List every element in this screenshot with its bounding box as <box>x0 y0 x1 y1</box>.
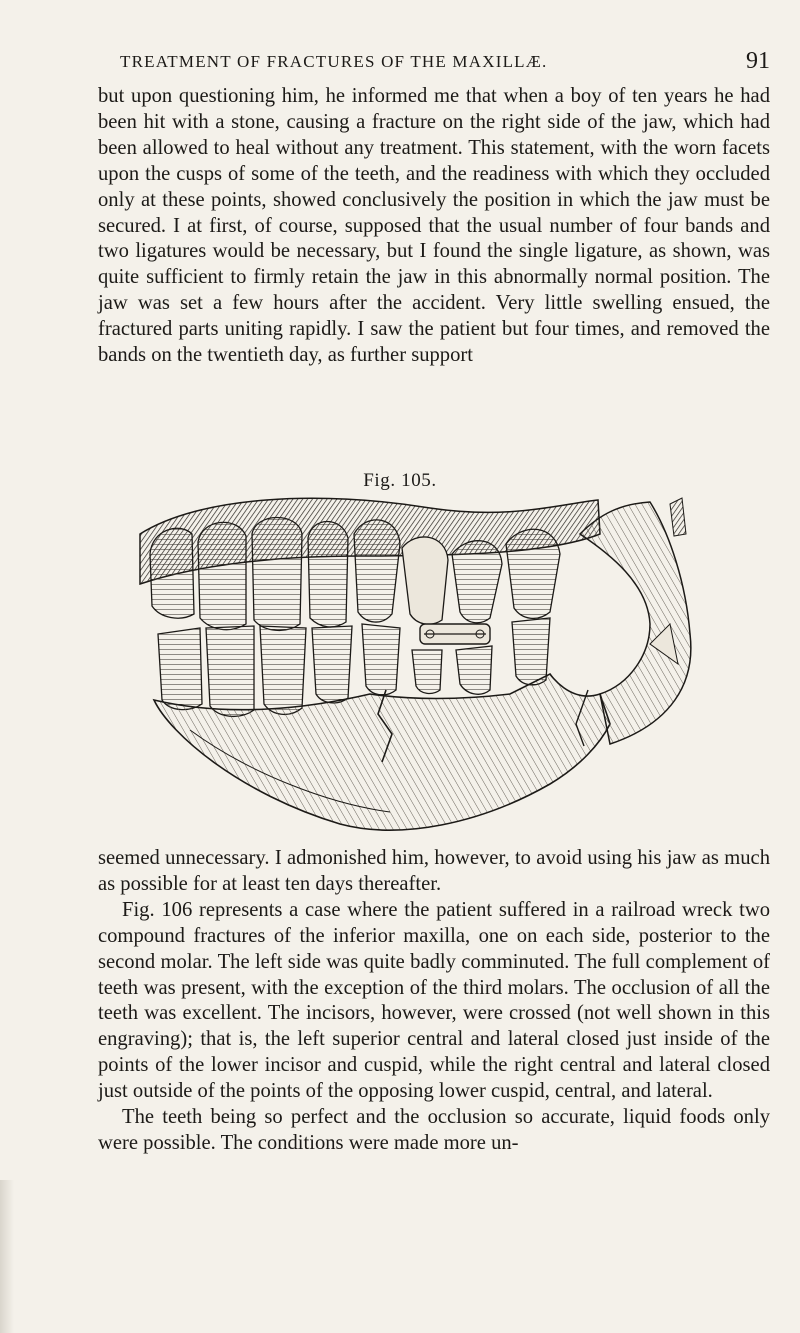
body-text-bottom <box>98 846 770 1157</box>
page-edge-shadow <box>0 1180 14 1333</box>
jaw-engraving-icon <box>130 494 710 844</box>
paragraph-continued: but upon questioning him, he informed me that when a boy of ten years he had been hit with a stone, causing a fracture on the right side of the jaw, which had been allowed to heal without any treatment. This statement, with the worn facets upon the cusps of some of the teeth, and the readiness with which they occluded only at these points, showed conclusively the position in which the jaw must be secured. I at first, of course, supposed that the usual number of four bands and two ligatures would be necessary, but I found the single ligature, as shown, was quite sufficient to firmly retain the jaw in this abnormally normal position. The jaw was set a few hours after the accident. Very little swelling ensued, the fractured parts uniting rapidly. I saw the patient but four times, and removed the bands on the twentieth day, as further support <box>98 85 770 367</box>
running-title: TREATMENT OF FRACTURES OF THE MAXILLÆ. <box>120 52 548 71</box>
running-head <box>98 48 770 80</box>
paragraph-continued-end: seemed unnecessary. I admonished him, however, to avoid using his jaw as much as possible for at least ten days thereafter. <box>98 847 770 895</box>
figure-caption: Fig. 105. <box>363 470 437 491</box>
paragraph-teeth: The teeth being so perfect and the occlusion so accurate, liquid foods only were possible. The conditions were made more un- <box>98 1106 770 1154</box>
body-text-top <box>98 84 770 369</box>
page-number: 91 <box>746 48 770 74</box>
paragraph-fig-106: Fig. 106 represents a case where the patient suffered in a railroad wreck two compound fractures of the inferior maxilla, one on each side, posterior to the second molar. The left side was quite badly comminuted. The full complement of teeth was present, with the exception of the third molars. The occlusion of all the teeth was excellent. The incisors, however, were crossed (not well shown in this engraving); that is, the left superior central and lateral closed just inside of the points of the lower incisor and cuspid, while the right central and lateral closed just outside of the points of the opposing lower cuspid, central, and lateral. <box>98 898 770 1103</box>
figure-jaw-engraving <box>130 494 710 844</box>
